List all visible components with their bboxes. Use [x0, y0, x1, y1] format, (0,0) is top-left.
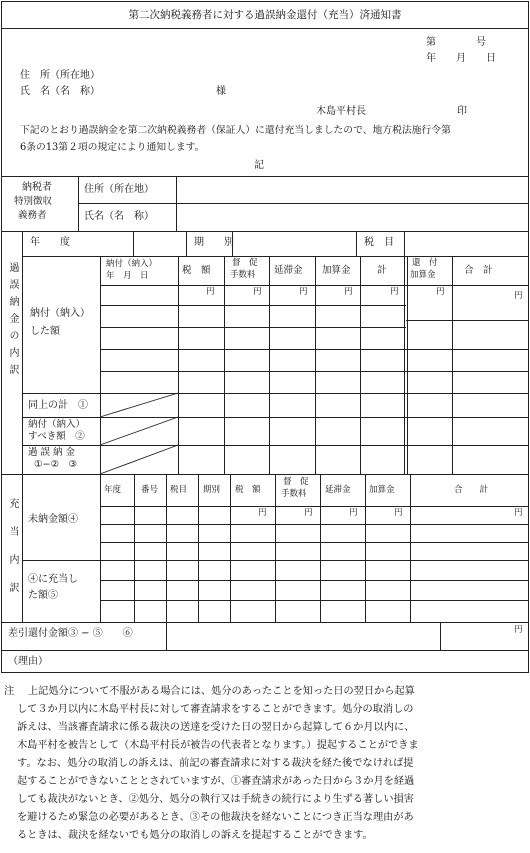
row-subtotal-label: 同上の計 ①: [28, 400, 88, 411]
yen-unit: 円: [258, 508, 267, 518]
yen-unit: 円: [299, 287, 308, 297]
row-applied-label-2: た額⑤: [28, 590, 58, 601]
note-line: を避けるため緊急の必要があるとき、③その他裁決を経ないことにつき正当な理由があ: [17, 812, 414, 823]
document-date-label: 年 月 日: [426, 53, 496, 64]
recipient-name-label: 氏 名（名 称）: [20, 86, 100, 97]
yen-unit: 円: [304, 508, 313, 518]
row-due-label-2: すべき額 ②: [28, 431, 85, 442]
yen-unit: 円: [514, 291, 523, 301]
col-delinquency: 延滞金: [325, 485, 351, 495]
taxpayer-address-label: 住所（所在地）: [84, 184, 154, 195]
form-frame: [1, 1, 529, 673]
row-unpaid-label: 未納金額④: [28, 514, 78, 525]
special-collector-label: 特別徴収: [14, 196, 53, 207]
note-line: 木島平村を被告として（木島平村長が被告の代表者となります。）提起することができま: [17, 740, 419, 751]
col-demand-fee-2: 手数料: [230, 270, 256, 280]
yen-unit: 円: [349, 508, 358, 518]
official-seal: 印: [457, 106, 467, 117]
row-overpaid-label-2: ①−② ③: [34, 459, 78, 470]
col-tax-amount: 税 額: [182, 265, 211, 276]
appropriation-side-label: 充当内訳: [7, 498, 18, 610]
col-number: 番号: [141, 485, 159, 495]
taxpayer-label: 納税者: [22, 182, 52, 193]
year-label: 年 度: [30, 237, 70, 248]
col-demand-fee-1: 督 促: [283, 477, 309, 487]
col-paid-date-1: 納付（納入）: [106, 259, 158, 269]
period-label: 期 別: [194, 237, 234, 248]
notice-body-line-1: 下記のとおり過誤納金を第二次納税義務者（保証人）に還付充当しましたので、地方税法施行令第: [20, 125, 451, 136]
obligor-label: 義務者: [18, 210, 47, 221]
col-year: 年度: [104, 485, 122, 495]
col-grand-total: 合 計: [464, 265, 493, 276]
note-line: 上記処分について不服がある場合には、処分のあったことを知った日の翌日から起算: [28, 686, 415, 697]
row-applied-label-1: ④に充当し: [28, 574, 78, 585]
net-refund-label: 差引還付金額③ − ⑤ ⑥: [8, 628, 133, 639]
refund-side-label: 過誤納金の内訳: [7, 262, 18, 381]
recipient-address-label: 住 所（所在地）: [20, 70, 100, 81]
appropriation-section-top: [1, 474, 529, 475]
col-paid-date-2: 年 月 日: [106, 271, 149, 281]
col-additional: 加算金: [369, 485, 395, 495]
col-tax-amount: 税 額: [235, 485, 261, 495]
yen-unit: 円: [390, 287, 399, 297]
row-paid-label-1: 納付（納入）: [30, 308, 90, 319]
taxpayer-name-label: 氏名（名 称）: [84, 211, 154, 222]
row-due-label-1: 納付（納入）: [28, 419, 86, 430]
row-paid-label-2: した額: [30, 326, 60, 337]
yen-unit: 円: [436, 287, 445, 297]
taxpayer-top-line: [1, 176, 529, 177]
note-line: るときは、裁決を経ないでも処分の取消しの訴えを提起することができます。: [17, 830, 373, 841]
refund-section-top: [1, 231, 529, 232]
col-tax-item: 税目: [170, 485, 188, 495]
col-additional: 加算金: [322, 265, 351, 276]
yen-unit: 円: [253, 287, 262, 297]
col-refund-add-2: 加算金: [410, 270, 436, 280]
note-line: しても裁決がないとき、②処分、処分の執行又は手続きの続行により生ずる著しい損害: [17, 794, 414, 805]
issuer-name: 木島平村長: [316, 106, 366, 117]
form-title: 第二次納税義務者に対する過誤納金還付（充当）済通知書: [128, 9, 402, 21]
reason-label: （理由）: [8, 656, 48, 667]
note-line: す。なお、処分の取消しの訴えは、前記の審査請求に対する裁決を経た後でなければ提: [17, 758, 414, 769]
row-overpaid-label-1: 過 誤 納 金: [28, 447, 76, 458]
yen-unit: 円: [514, 508, 523, 518]
col-total: 計: [377, 265, 387, 276]
yen-unit: 円: [514, 625, 523, 635]
note-line: 起することができないこととされていますが、①審査請求があった日から３か月を経過: [17, 776, 415, 787]
col-total: 合 計: [454, 485, 489, 495]
yen-unit: 円: [394, 508, 403, 518]
col-refund-add-1: 還 付: [412, 258, 438, 268]
note-line: して３か月以内に木島平村長に対して審査請求をすることができます。処分の取消しの: [17, 704, 414, 715]
col-demand-fee-1: 督 促: [232, 258, 258, 268]
honorific-sama: 様: [216, 86, 226, 97]
ki-label: 記: [254, 160, 264, 171]
title-divider: [1, 28, 529, 29]
col-delinquency: 延滞金: [274, 265, 303, 276]
document-number-label: 第 号: [426, 37, 486, 48]
note-line: 訴えは、当該審査請求に係る裁決の送達を受けた日の翌日から起算して６か月以内に、: [17, 722, 415, 733]
tax-item-label: 税 目: [364, 237, 394, 248]
yen-unit: 円: [206, 287, 215, 297]
notice-body-line-2: 6条の13第２項の規定により通知します。: [20, 142, 205, 153]
col-demand-fee-2: 手数料: [281, 489, 307, 499]
yen-unit: 円: [344, 287, 353, 297]
col-period: 期別: [203, 485, 221, 495]
note-prefix: 注: [4, 686, 15, 697]
